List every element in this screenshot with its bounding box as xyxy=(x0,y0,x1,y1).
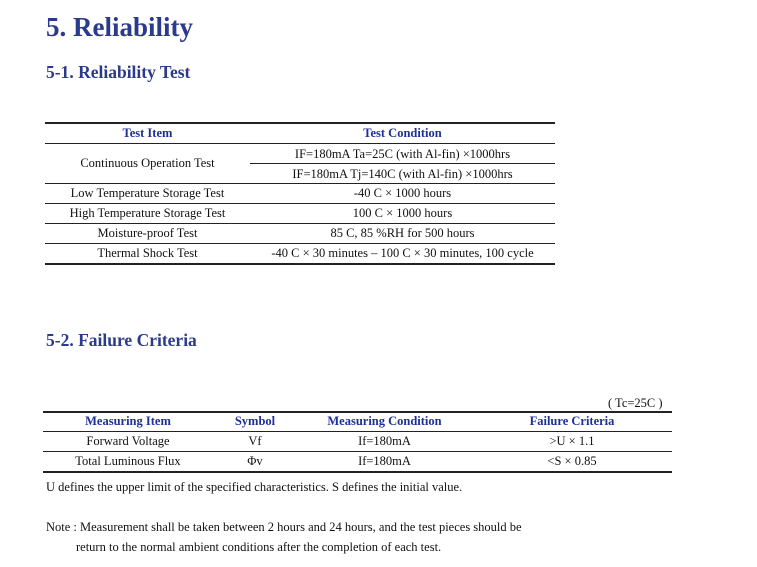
table-row-criteria: >U × 1.1 xyxy=(549,434,595,448)
table-row-symbol: Vf xyxy=(248,434,262,448)
table-row-symbol: Φv xyxy=(247,454,263,468)
row-rule xyxy=(45,183,555,184)
table-row-condition: If=180mA xyxy=(358,454,411,468)
header-symbol: Symbol xyxy=(234,414,276,428)
temperature-note: ( Tc=25C ) xyxy=(608,396,663,410)
section-heading-failure-criteria: 5-2. Failure Criteria xyxy=(46,330,197,350)
table-row-item: High Temperature Storage Test xyxy=(69,206,226,220)
table-row-condition: -40 C × 30 minutes – 100 C × 30 minutes, 100 cycle xyxy=(271,246,534,260)
page-title: 5. Reliability xyxy=(46,12,193,42)
header-measuring-item: Measuring Item xyxy=(85,414,171,428)
section-heading-reliability-test: 5-1. Reliability Test xyxy=(46,62,191,82)
table-row-condition: -40 C × 1000 hours xyxy=(353,186,452,200)
table-row-condition: IF=180mA Tj=140C (with Al-fin) ×1000hrs xyxy=(292,167,513,181)
table-row-condition: IF=180mA Ta=25C (with Al-fin) ×1000hrs xyxy=(294,147,511,161)
table-row-item: Thermal Shock Test xyxy=(97,246,198,260)
row-rule xyxy=(45,243,555,244)
header-rule xyxy=(45,143,555,144)
measurement-note-line1: Note : Measurement shall be taken between 2 hours and 24 hours, and the test pieces should be xyxy=(46,520,522,534)
row-rule xyxy=(43,451,672,452)
table-row-condition: 85 C, 85 %RH for 500 hours xyxy=(330,226,475,240)
table-row-condition: If=180mA xyxy=(358,434,411,448)
table-bottom-rule xyxy=(45,263,555,265)
header-test-condition: Test Condition xyxy=(363,126,442,140)
table-row-item: Total Luminous Flux xyxy=(75,454,181,468)
row-rule xyxy=(250,163,555,164)
table-top-rule xyxy=(43,411,672,413)
row-rule xyxy=(45,203,555,204)
header-test-item: Test Item xyxy=(122,126,173,140)
header-failure-criteria: Failure Criteria xyxy=(529,414,615,428)
measurement-note-line2: return to the normal ambient conditions after the completion of each test. xyxy=(76,540,442,554)
table-row-item: Low Temperature Storage Test xyxy=(70,186,225,200)
row-rule xyxy=(45,223,555,224)
table-row-condition: 100 C × 1000 hours xyxy=(352,206,453,220)
table-row-item: Continuous Operation Test xyxy=(80,156,215,170)
header-rule xyxy=(43,431,672,432)
table-row-criteria: <S × 0.85 xyxy=(547,454,597,468)
table-row-item: Moisture-proof Test xyxy=(97,226,198,240)
table-bottom-rule xyxy=(43,471,672,473)
definition-note: U defines the upper limit of the specified characteristics. S defines the initial value. xyxy=(46,480,463,494)
header-measuring-condition: Measuring Condition xyxy=(327,414,442,428)
table-row-item: Forward Voltage xyxy=(86,434,170,448)
table-top-rule xyxy=(45,122,555,124)
